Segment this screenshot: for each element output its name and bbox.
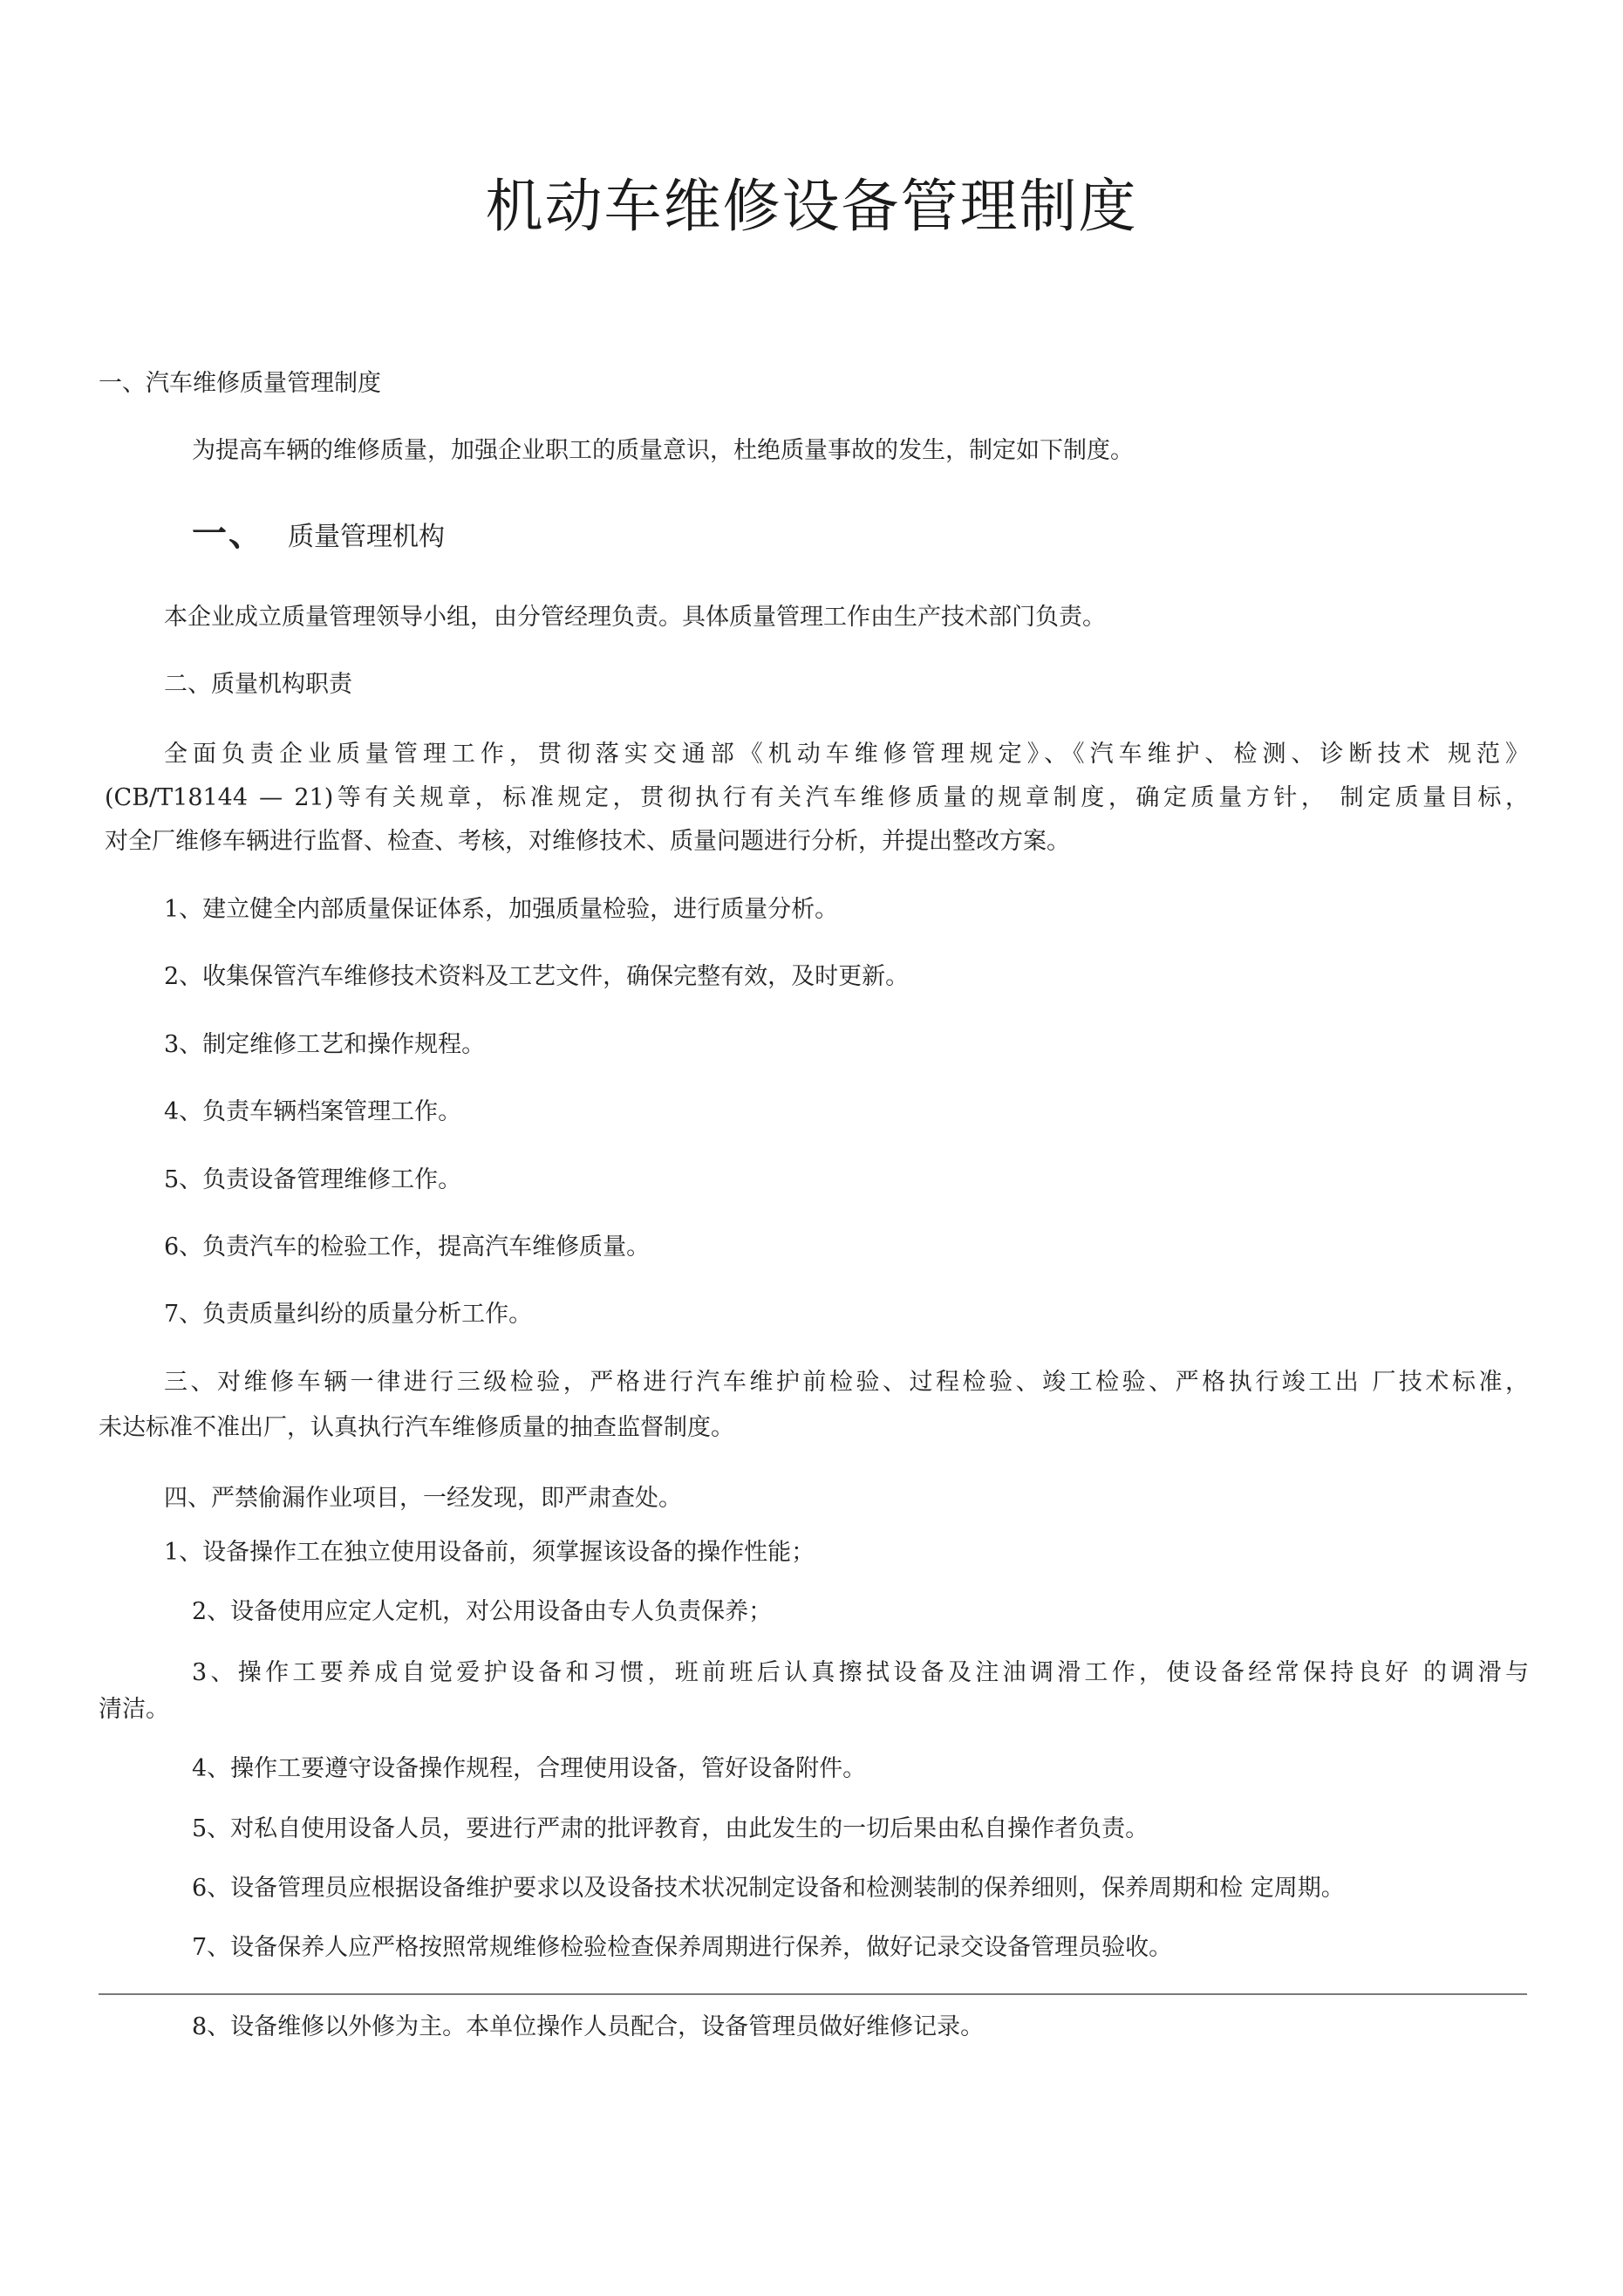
document-title: 机动车维修设备管理制度 (485, 173, 1138, 240)
duty-item: 5、负责设备管理维修工作。 (164, 1166, 462, 1193)
intro-paragraph: 为提高车辆的维修质量，加强企业职工的质量意识，杜绝质量事故的发生，制定如下制度。 (192, 437, 1134, 464)
equipment-rule-1: 1、设备操作工在独立使用设备前，须掌握该设备的操作性能； (164, 1539, 815, 1566)
subsection-2-body-line-3: 对全厂维修车辆进行监督、检查、考核，对维修技术、质量问题进行分析，并提出整改方案。 (105, 828, 1070, 855)
duty-item: 7、负责质量纠纷的质量分析工作。 (164, 1301, 533, 1328)
duty-item: 4、负责车辆档案管理工作。 (164, 1098, 462, 1125)
duty-item: 1、建立健全内部质量保证体系，加强质量检验，进行质量分析。 (164, 896, 839, 923)
subsection-4: 四、严禁偷漏作业项目，一经发现，即严肃查处。 (164, 1485, 682, 1512)
equipment-rule-3-line-1: 3、操作工要养成自觉爱护设备和习惯，班前班后认真擦拭设备及注油调滑工作，使设备经常保持良好 的调滑与 (192, 1659, 1529, 1686)
subsection-1-heading (192, 513, 445, 555)
equipment-rule-7: 7、设备保养人应严格按照常规维修检验检查保养周期进行保养，做好记录交设备管理员验收。 (192, 1934, 1173, 1961)
subsection-1-title: 质量管理机构 (288, 522, 445, 552)
equipment-rule-3-line-2: 清洁。 (99, 1696, 169, 1723)
subsection-2-heading: 二、质量机构职责 (164, 671, 352, 698)
duty-item: 6、负责汽车的检验工作，提高汽车维修质量。 (164, 1233, 651, 1261)
subsection-2-body-line-2: (CB/T18144 — 21)等有关规章，标准规定，贯彻执行有关汽车维修质量的规章制度，确定质量方针， 制定质量目标， (105, 784, 1529, 811)
equipment-rule-5: 5、对私自使用设备人员，要进行严肃的批评教育，由此发生的一切后果由私自操作者负责。 (192, 1815, 1149, 1842)
equipment-rule-6: 6、设备管理员应根据设备维护要求以及设备技术状况制定设备和检测装制的保养细则，保养周期和检 定周期。 (192, 1875, 1345, 1902)
subsection-3-line-2: 未达标准不准出厂，认真执行汽车维修质量的抽查监督制度。 (99, 1414, 734, 1441)
subsection-3-line-1: 三、对维修车辆一律进行三级检验，严格进行汽车维护前检验、过程检验、竣工检验、严格执行竣工出 厂技术标准， (164, 1369, 1529, 1396)
page-divider (99, 1993, 1527, 1995)
subsection-2-body-line-1: 全面负责企业质量管理工作，贯彻落实交通部《机动车维修管理规定》、《汽车维护、检测、诊断技术 规范》 (164, 741, 1529, 768)
section-heading: 一、汽车维修质量管理制度 (99, 370, 381, 397)
equipment-rule-2: 2、设备使用应定人定机，对公用设备由专人负责保养； (192, 1598, 773, 1625)
subsection-1-body: 本企业成立质量管理领导小组，由分管经理负责。具体质量管理工作由生产技术部门负责。 (164, 604, 1106, 631)
subsection-1-marker: 一、 (192, 513, 265, 554)
equipment-rule-8: 8、设备维修以外修为主。本单位操作人员配合，设备管理员做好维修记录。 (192, 2013, 985, 2040)
duty-item: 3、制定维修工艺和操作规程。 (164, 1031, 486, 1058)
duty-item: 2、收集保管汽车维修技术资料及工艺文件，确保完整有效，及时更新。 (164, 963, 910, 990)
equipment-rule-4: 4、操作工要遵守设备操作规程，合理使用设备，管好设备附件。 (192, 1755, 867, 1782)
